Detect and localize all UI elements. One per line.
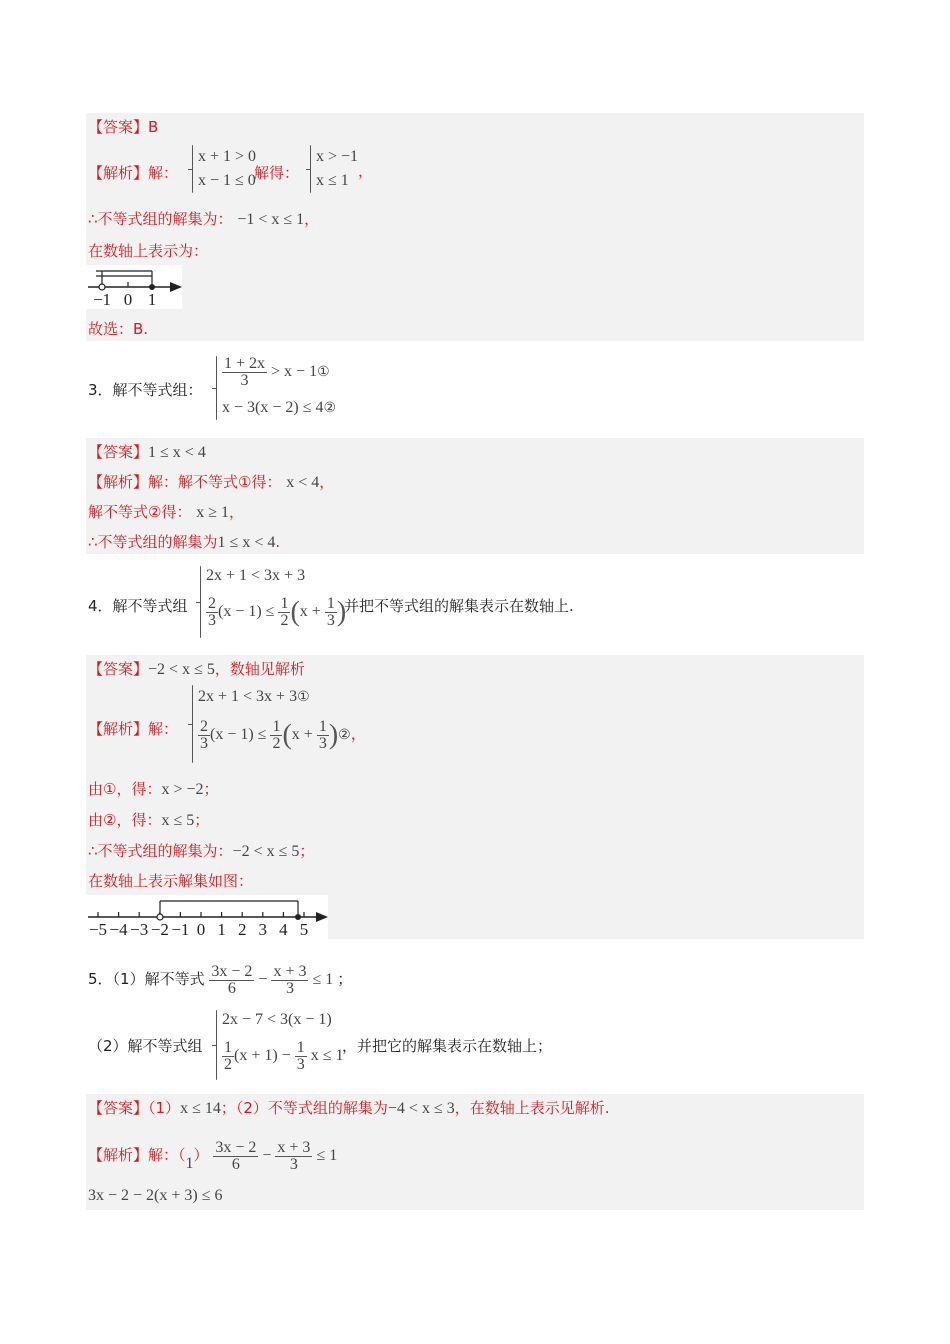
answer-box-4 xyxy=(86,655,864,939)
analysis-line-2: 解不等式②得： x ≥ 1， xyxy=(88,503,245,521)
q4-brace xyxy=(200,566,201,638)
q4-line-2: $\frac{2}{3}$ (x − 1) ≤ $\frac{1}{2}$ (x + $\frac{1}{3}$ ) xyxy=(208,595,347,629)
axis-caption: 在数轴上表示为： xyxy=(88,242,209,260)
answer-line: 【答案】1 ≤ x < 4 xyxy=(88,443,206,461)
tick-label: 2 xyxy=(237,920,247,939)
number-line-1 xyxy=(86,265,182,309)
question-4-number: 4．解不等式组 xyxy=(88,597,188,615)
tick-label: 0 xyxy=(123,290,133,309)
analysis-line-2: 3x − 2 − 2(x + 3) ≤ 6 xyxy=(88,1187,223,1204)
q3-line-2: x − 3(x − 2) ≤ 4② xyxy=(222,399,337,416)
q5-part-2-tail: ，并把它的解集表示在数轴上； xyxy=(342,1037,553,1055)
answer-line: 【答案】−2 < x ≤ 5，数轴见解析 xyxy=(88,660,305,678)
system-line-1: x + 1 > 0 xyxy=(198,148,257,165)
b4-line-1: 2x + 1 < 3x + 3① xyxy=(198,688,310,705)
answer-line: 【答案】B xyxy=(88,118,159,136)
solution-line-2: x ≤ 1 xyxy=(316,172,349,189)
solution-line-1: x > −1 xyxy=(316,148,359,165)
analysis-line-1: 【解析】解：（1） $\frac{3x - 2}{6}$ − $\frac{x + 3}{3}$ ≤ 1 xyxy=(88,1139,338,1173)
q3-line-1: $\frac{1 + 2x}{3}$ > x − 1① xyxy=(224,355,330,389)
system-brace xyxy=(192,145,193,193)
question-3-number: 3．解不等式组： xyxy=(88,381,203,399)
tick-label: −4 xyxy=(109,920,128,939)
tick-label: −1 xyxy=(171,920,190,939)
analysis-line-1: 由①，得：x > −2； xyxy=(88,780,219,798)
solution-brace xyxy=(310,145,311,193)
q5-brace xyxy=(216,1010,217,1080)
analysis-line-3: ∴不等式组的解集为1 ≤ x < 4. xyxy=(88,533,281,551)
number-line-2 xyxy=(86,895,328,939)
tick-label: −5 xyxy=(88,920,108,939)
comma: ， xyxy=(358,162,374,180)
system-line-2: x − 1 ≤ 0 xyxy=(198,172,256,189)
tick-label: 4 xyxy=(279,920,288,939)
q5-line-2: $\frac{1}{2}$ (x + 1) − $\frac{1}{3}$ x ≤ 1 xyxy=(224,1039,344,1073)
analysis-label: 【解析】解： xyxy=(88,720,179,738)
answer-box-3 xyxy=(86,438,864,554)
analysis-line-3: ∴不等式组的解集为：−2 < x ≤ 5； xyxy=(88,842,315,860)
analysis-line-2: 由②，得：x ≤ 5； xyxy=(88,811,210,829)
axis-caption: 在数轴上表示解集如图： xyxy=(88,872,254,890)
jiede-label: 解得： xyxy=(254,164,300,182)
solution-set-line: ∴不等式组的解集为： −1 < x ≤ 1， xyxy=(88,210,320,228)
tick-label: 1 xyxy=(217,920,226,939)
number-line-1-svg xyxy=(86,265,182,309)
b4-line-2: $\frac{2}{3}$ (x − 1) ≤ $\frac{1}{2}$ (x + $\frac{1}{3}$ )②， xyxy=(200,718,367,752)
analysis-line-1: 【解析】解：解不等式①得： x < 4， xyxy=(88,473,335,491)
answer-line: 【答案】（1）x ≤ 14；（2）不等式组的解集为−4 < x ≤ 3，在数轴上表示见解析. xyxy=(88,1099,610,1117)
answer-box-5 xyxy=(86,1094,864,1210)
q4-tail: 并把不等式组的解集表示在数轴上. xyxy=(344,597,574,615)
tick-label: −2 xyxy=(150,920,169,939)
choice-line: 故选：B. xyxy=(88,320,149,338)
q5-line-1: 2x − 7 < 3(x − 1) xyxy=(222,1011,332,1028)
q4-line-1: 2x + 1 < 3x + 3 xyxy=(206,567,306,584)
number-line-2-svg xyxy=(86,895,328,939)
tick-label: −1 xyxy=(92,290,112,309)
tick-label: 0 xyxy=(196,920,206,939)
tick-label: 1 xyxy=(147,290,157,309)
tick-label: −3 xyxy=(130,920,149,939)
b4-brace xyxy=(192,685,193,763)
q3-brace xyxy=(216,356,217,420)
answer-box-1 xyxy=(86,113,864,341)
question-5-part-1: 5．（1）解不等式 $\frac{3x - 2}{6}$ − $\frac{x + 3}{3}$ ≤ 1 ； xyxy=(88,963,353,997)
analysis-label: 【解析】解： xyxy=(88,164,179,182)
tick-label: 5 xyxy=(299,920,309,939)
question-5-part-2-label: （2）解不等式组 xyxy=(88,1037,203,1055)
tick-label: 3 xyxy=(258,920,268,939)
